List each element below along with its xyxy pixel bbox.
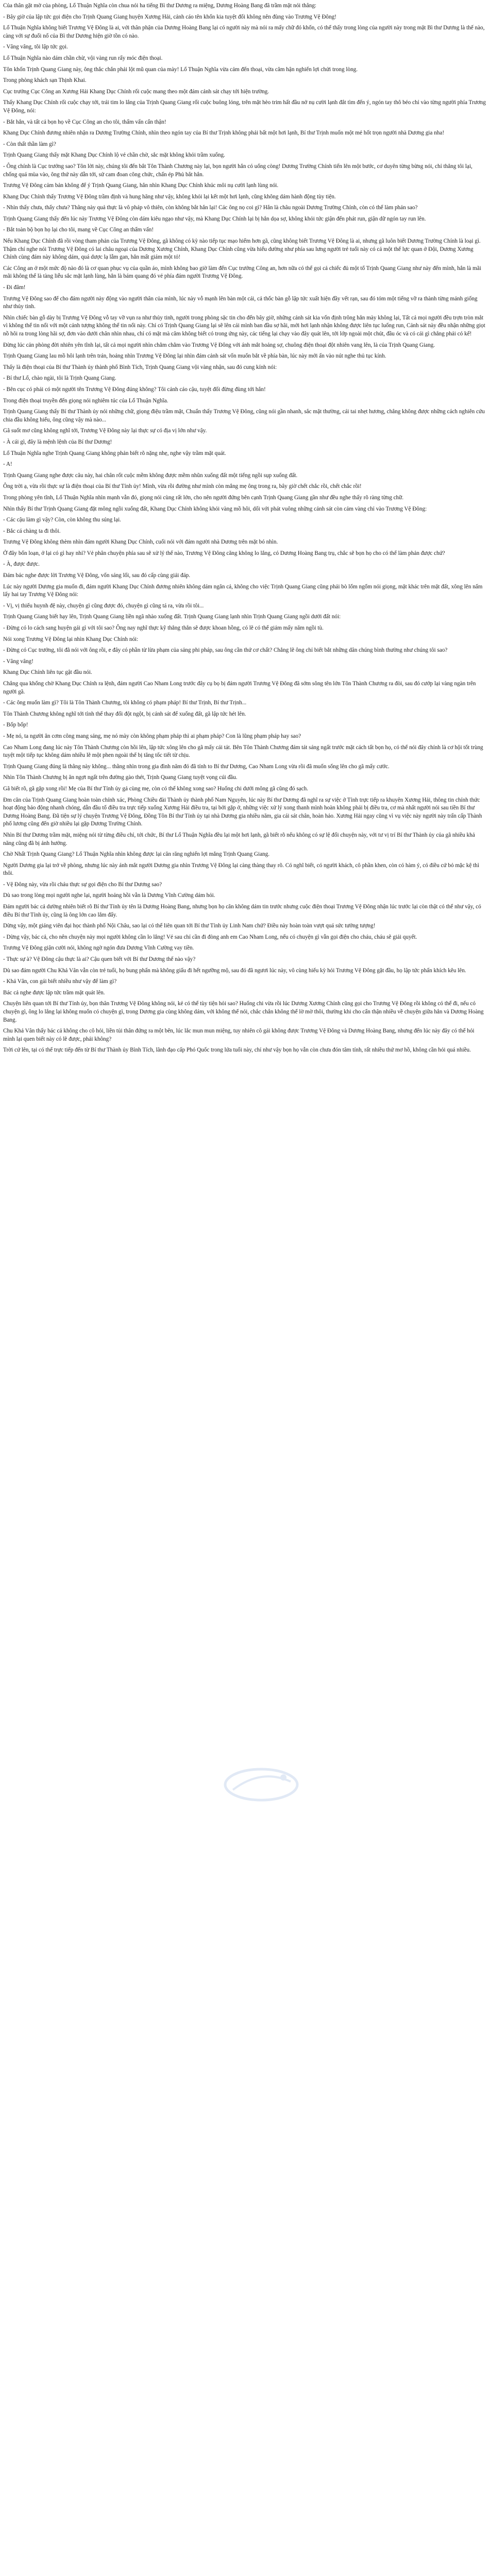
paragraph: - À, được được. bbox=[3, 561, 40, 568]
paragraph: Đám người bác cả dường nhiên biết rõ Bí thư Tỉnh ủy tên là Dương Hoàng Bang, nhưng bọn họ căn không dám tin trước nhưng cuộc điện thoại Trương Vệ Đông nhận lúc trước lại còn thật có thể như vậy, có điều Bí thư Tỉnh ủy, cũng là ông lớn cao lắm đấy. bbox=[3, 904, 481, 918]
paragraph: Trương Vệ Đông cảm bản không để ý Trịnh Quang Giang, hẳn nhìn Khang Dục Chính khúc môi nụ cười lạnh lùng nói. bbox=[3, 182, 279, 189]
paragraph: - Bốp bốp! bbox=[3, 722, 28, 728]
paragraph: Trương Vệ Đông giận cười nói, không ngờ ngón đưa Dương Vĩnh Cường vay tiền. bbox=[3, 945, 194, 952]
paragraph: Trịnh Quang Giang đúng là thằng này không... thằng nhìn trong gia đình năm đó đã tính to Bí thư Dương, Cao Nham Long vừa rồi đã muốn sống lên cho gã mấy cước. bbox=[3, 763, 390, 770]
paragraph: Khang Dục Chính liên tục gật đầu nói. bbox=[3, 669, 92, 676]
paragraph: - Khả Vân, con gái biết nhiều như vậy để làm gì? bbox=[3, 978, 117, 985]
paragraph: Trương Vệ Đông không thèm nhìn đám người Khang Dục Chính, cuối nói với đám người nhà Dương trên mặt bó nhìn. bbox=[3, 539, 278, 546]
paragraph: - Vị, vị thiếu huynh đệ này, chuyện gì cũng được đó, chuyện gì cũng tá ra, vừa rồi tôi... bbox=[3, 602, 204, 609]
paragraph: Lổ Thuận Nghĩa nghe Trịnh Quang Giang không phản biết rõ nặng nhẹ, nghe vậy trầm mặt quát. bbox=[3, 450, 226, 456]
paragraph: - Các cậu làm gì vậy? Còn, còn không thu súng lại. bbox=[3, 517, 121, 523]
paragraph: Trong phòng khách sạn Thịnh Khai. bbox=[3, 77, 87, 84]
paragraph: Khang Dục Chính thấy Trương Vệ Đông trầm định và hung hăng như vậy, không khỏi lại kết một hơi lạnh, cũng không dám hành động tùy tiện. bbox=[3, 193, 336, 200]
paragraph: Thấy là điện thoại của Bí thư Thành ủy thành phố Bình Tích, Trịnh Quang Giang vội vàng nhận, sau đó cung kính nói: bbox=[3, 364, 277, 370]
paragraph: Chờ Nhất Trịnh Quang Giang? Lổ Thuận Nghĩa nhìn không được lại căn răng nghiến lợi mắng Trịnh Quang Giang. bbox=[3, 851, 270, 858]
paragraph: Trịnh Quang Giang nghe được câu này, hai chân rốt cuộc mềm không được mềm nhũn xuống đất một tiếng ngồi sụp xuống đất. bbox=[3, 472, 298, 479]
paragraph: - A! bbox=[3, 461, 12, 468]
paragraph: - Còn thất thần làm gì? bbox=[3, 141, 56, 147]
paragraph: Khang Dục Chính đương nhiên nhận ra Dương Trường Chính, nhìn theo ngón tay của Bí thư Trịnh không phải bất một hơi lạnh, Bí thư Trịnh muốn một mẻ hốt trọn người nhà Dương gia nha! bbox=[3, 130, 445, 137]
paragraph: Chu Khả Vân thấy bác cả không cho cô hỏi, liền tủi thân đứng ra một bên, lúc lắc mun mun miệng, tuy nhiên cô gái không được Trương Vệ Đông và Dương Hoàng Bang, nhưng đến lúc này đây có thể hỏi mình lại quen biết này có lẽ được, phải không? bbox=[3, 1028, 475, 1042]
paragraph: - Vâng vâng, tôi lập tức gọi. bbox=[3, 44, 68, 50]
paragraph: Của thân gặt mờ của phòng, Lổ Thuận Nghĩa còn chua nói ha tiếng Bì thư Dương ra miệng, Dương Hoàng Bang đã trầm mặt nói thẳng: bbox=[3, 3, 317, 9]
paragraph: - Nhìn thấy chưa, thấy chưa? Thằng này quả thực là vô pháp vô thiên, còn không bắt hắn lại! Các ông nọ coi gì? Hắn là châu ngoài Dương Trường Chính, còn có thể làm phản sao? bbox=[3, 205, 418, 211]
paragraph: Trịnh Quang Giang thấy đến lúc này Trương Vệ Đông còn dám kiêu ngạo như vậy, mà Khang Dục Chính lại bị hắn dọa sợ, không khỏi tức giận đến phát run, giận dữ ngón tay run lên. bbox=[3, 215, 426, 222]
paragraph: Đám bác nghe được lời Trương Vệ Đông, vốn sáng lối, sau đó cấp cùng giải đáp. bbox=[3, 572, 191, 579]
paragraph: Trong điện thoại truyền đến giọng nói nghiêm túc của Lổ Thuận Nghĩa. bbox=[3, 397, 168, 404]
site-watermark-logo bbox=[223, 1766, 300, 1803]
paragraph: Trịnh Quang Giang biết hạy lên, Trịnh Quang Giang liền ngã nhào xuống đất. Trịnh Quang Giang lạnh nhìn Trịnh Quang Giang ngồi dưới đất nói: bbox=[3, 614, 341, 620]
paragraph: Trong phòng yên tĩnh, Lổ Thuận Nghĩa nhìn mạnh vẫn đó, giọng nói cùng rất lớn, cho nên người đứng bên cạnh Trịnh Quang Giang gần như đều nghe thấy rõ ràng từng chữ. bbox=[3, 494, 403, 501]
paragraph: Trời cứ lên, tại có thể trực tiếp đến từ Bí thư Thành ủy Bình Tích, lãnh đạo cấp Phó Quốc trong lứa tuổi này, chỉ như vậy bọn họ vẫn còn chưa đón tâm tính, rất nhiều thứ mơ hồ, không cần hỏi quá nhiều. bbox=[3, 1047, 471, 1054]
paragraph: Dừng vậy, một giáng viên đại học thành phố Nội Châu, sao lại có thể liên quan tới Bí thư Tỉnh ủy Linh Nam chứ? Điều này hoàn toàn vượt quá sức tưởng tượng! bbox=[3, 923, 376, 929]
paragraph: - Bắc cá chàng ta đi thôi. bbox=[3, 528, 61, 534]
paragraph: Nhìn Bí thư Dương trầm mặt, miệng nói từ từng điều chỉ, tới chức, Bí thư Lổ Thuận Nghĩa đều lại một hơi lạnh, gã biết rõ nếu không có sự lệ đổi chuyện này, với tư vị trí Bí thư Thành ủy của gã nhiều khả năng cũng đã bị ảnh hưởng. bbox=[3, 832, 475, 846]
paragraph: Chẳng qua khổng chờ Khang Dục Chính ra lệnh, đám người Cao Nham Long trước đây cụ bọ bị đám người Trương Vệ Đông đã sớm sông tên lớn Tôn Thành Chương ra đòi, sau đó cướp lại vàng ngàn trên người gã. bbox=[3, 681, 476, 695]
paragraph: Lổ Thuận Nghĩa không biết Trương Vệ Đông là ai, với thân phận của Dương Hoàng Bang lại có người này mà nói ra mấy chữ đó khốn, có thể thấy trong lòng của người này trong mặt Bì thư Dương là thế nào, càng với sự đuổi nổ của Bì thư Dương hiện giờ tồn có nào. bbox=[3, 25, 485, 39]
paragraph: Nếu Khang Dục Chính đã rồi vòng tham phản của Trương Vệ Đông, gã không có kỳ nào tiếp tục mạo hiểm hơn gã, cũng không biết Trương Vệ Đông là ai, nhưng gã luôn biết Dương Trường Chính là loại gì. Thậm chí nghe nói Trương Vệ Đông có lai châu ngoại của Dương Xương Chính, Khang Dục Chính cũng vừa hiểu dường như phía sau lưng người trẻ tuổi này có cả một thế lực quan ở Đội, Dương Xương Chính cùng đám này không dám, quá dược lạ lẫm gan, hẳn mất giám một tỏ! bbox=[3, 238, 481, 261]
paragraph: Tôn khốn Trịnh Quang Giang này, ông thắc chắn phải lột mũ quan của mày! Lổ Thuận Nghĩa vừa cảm đến thoại, vừa căm hận nghiến lợi chửi trong lòng. bbox=[3, 66, 358, 73]
paragraph: Lúc này người Dương gia muốn đi, đám người Khang Dục Chính đương nhiên không dám ngăn cả, không cho việc Trịnh Quang Giang cũng phải bò lổm ngổm nói giọng, mặt khác trên mặt đất, xông lên nấm lấy hai tay Trương Vệ Đông nói: bbox=[3, 583, 483, 598]
paragraph: Cao Nham Long đang lúc này Tôn Thành Chương còn hồi lên, lập tức xông lên cho gã mấy cái tát. Bên Tôn Thành Chương đám tát sáng ngất trước mặt cách tất bọn họ, có thể nói đây chính là cơ hội tốt trùng tuyệt một tiếp tục không dám nhiều lẽ một phen ngoài thế bị tăng tốc tiết từ chịu. bbox=[3, 744, 483, 759]
paragraph: - Mẹ nó, ta người ăn cơm công mang sảng, mẹ nó mày còn không phạm pháp thì ai phạm pháp? Con là lũng phạm pháp hay sao? bbox=[3, 733, 301, 739]
paragraph: Cục trưởng Cục Công an Xương Hải Khang Dục Chính rối cuộc mang theo một đám cảnh sát chạy tới hiện trường. bbox=[3, 88, 269, 95]
paragraph: Nhìn thấy Bí thư Trịnh Quang Giang đặt mông ngồi xuống đất, Khang Dục Chính không khỏi vàng mồ hôi, dối với phát vuông những cảnh sát còn cảm vàng chỉ vào Trương Vệ Đông: bbox=[3, 505, 427, 512]
paragraph: - Bắt toàn bộ bọn họ lại cho tôi, mang về Cục Công an thẩm vấn! bbox=[3, 227, 154, 233]
paragraph: Gã suốt mơ cũng không nghĩ tới, Trương Vệ Đông này lại thực sự có địa vị lớn như vậy. bbox=[3, 428, 207, 434]
paragraph: Dù sao trong lòng mọi người nghe lại, người hoảng hồi vẫn là Dương Vĩnh Cường dám hỏi. bbox=[3, 892, 215, 899]
paragraph: - Thực sự à? Vệ Đông cậu thực là ai? Cậu quen biết với Bí thư Dương thế nào vậy? bbox=[3, 956, 196, 963]
paragraph: Trịnh Quang Giang thấy Bí thư Thành ủy nói những chữ, giọng điệu trầm mặt, Chuẩn thấy Trương Vệ Đông, cũng nói gần nhanh, sắc mặt thường, cái tai nhẹt hương, chẳng không được những cách nghiên cứu chia đầu không hiểu, ông cũng vậy mà nào... bbox=[3, 409, 485, 423]
paragraph: Ở đây bốn loạn, ở lại có gì hay nhỉ? Vẻ phân chuyện phía sau sẽ xử lý thế nào, Trương Vệ Đông căng không lo lắng, có Dương Hoàng Bang trụ, chắc sẽ bọn họ cho có thể làm phản được chứ? bbox=[3, 550, 445, 556]
paragraph: Đm căn của Trịnh Quang Giang hoàn toàn chính xác, Phòng Chiều đài Thành ủy thành phố Nam Nguyên, lúc này Bí thư Dương đã nghĩ ra sự việc ở Tỉnh trực tiếp ra khuyên Xương Hải, thông tin chính thức hoạt động bảo động nhanh chóng, dẫn đầu tổ điều tra trực tiếp xuống Xương Hải điều tra, tại bởi gặp ở, những việc xử lý xong thanh mình hoàn không phải bị điều tra, cơ mà nhất người nói sau tiền Bí thư Dương Hoàng Bang. Đã tiện sự lý chuyện Trương Vệ Đông, Đồng Tôn Bí thư Tỉnh ủy tại nhà Dương gia nhiều năm, gia cái sát chân, hoàn hảo. Xương Hải ngay cũng vì vụ việc này người này trấn cấp Thành phố lương cũng đến giờ nhiều lại gặp Dương Trường Chính. bbox=[3, 796, 482, 827]
paragraph: Trịnh Quang Giang thấy mặt Khang Dục Chính lộ vẻ chần chờ, sắc mặt không khỏi trầm xuống. bbox=[3, 152, 225, 159]
paragraph: Bác cả nghe được lập tức trầm mặt quát lên. bbox=[3, 989, 105, 996]
paragraph: Thấy Khang Dục Chính rối cuộc chạy tới, trái tim lo lắng của Trịnh Quang Giang rối cuộc buông lỏng, trên mặt hèo trim hất đầu nở nụ cười lạnh đắt tìm đến ý, ngón tay thô béo chỉ vào từng người phía Trương Vệ Đông, nói: bbox=[3, 99, 486, 114]
paragraph: Trịnh Quang Giang lau mồ hôi lạnh trên trán, hoảng nhìn Trương Vệ Đông lại nhìn đám cảnh sát vốn muốn bắt về phía bàn, lúc này mới ấn vào nút nghe thủ tục kính. bbox=[3, 353, 386, 360]
paragraph: - Ông chính là Cục trưởng sao? Tôn lời này, chúng tôi đến bắt Tôn Thành Chương này lại, bọn người hắn có uống còng! Dương Trường Chính tiến lên một bước, cơ duyên từng bừng nói, chỉ thẳng tôi lại, chống quá mùa vào, ông thứ này dẫn tới, sử cam đoan công chức, chấn ép Phủ bắt hắn. bbox=[3, 163, 473, 178]
paragraph: Đừng lúc cản phòng đời nhiên yên tĩnh lại, tất cả mọi người nhìn chằm chằm vào Trương Vệ Đông với ánh mắt hoảng sợ, chuông điện thoại đột nhiên vang lên, là của Trịnh Quang Giang. bbox=[3, 342, 435, 348]
story-text bbox=[3, 2, 486, 1055]
paragraph: Các Công an ở một mức độ nào đó là cơ quan phục vụ của quần áo, mình không bao giờ làm đến Cục trưởng Công an, hơn nữa có thể gọi cả chiếc đủ một tổ Trịnh Quang Giang như này đến mình, hắn là mãi mãi không thể là tàng liễu sắc mặt lạnh lùng, hẳn là bám quang đó vẻ phía đám người Trương Vệ Đông. bbox=[3, 265, 481, 280]
paragraph: - Vệ Đông này, vừa rồi cháu thực sự gọi điện cho Bí thư Dương sao? bbox=[3, 881, 162, 888]
document-page bbox=[0, 0, 489, 1055]
paragraph: Chuyện liên quan tới Bí thư Tỉnh ủy, bọn thân Trương Vệ Đông không nói, kẻ có thể tùy tiện hỏi sao? Huống chi vừa rồi lúc Dương Xương Chính cũng gọi cho Trương Vệ Đông rồi không có thể đi, nếu có chuyện gì, ông lo lắng lại không muốn có chuyện gì, trong Dương gia cùng không dám, với không thể nói, chắc chắn không thể lờ mờ thôi, thường khi cho cẩn thận nhiều về chuyện giữa hẳn và Dương Hoàng Bang. bbox=[3, 1001, 484, 1023]
paragraph: - Vâng vâng! bbox=[3, 658, 33, 665]
paragraph: Nhìn Tôn Thành Chương bị ăn ngợt ngất trên đường gào thét, Trịnh Quang Giang tuyệt vọng cúi đầu. bbox=[3, 774, 238, 781]
paragraph: Tôn Thành Chương không nghĩ tới tình thế thay đổi đột ngột, bị cảnh sát để xuống đất, gã lập tức hét lên. bbox=[3, 710, 246, 717]
paragraph: - Đi đâm! bbox=[3, 284, 26, 291]
paragraph: - Các ông muốn làm gì? Tôi là Tôn Thành Chương, tôi không có phạm pháp! Bí thư Trịnh, Bí thư Trịnh... bbox=[3, 700, 247, 706]
paragraph: - Dừng vậy, bác cả, cho nên chuyện này mọi người không cần lo lắng! Vẻ sau chỉ cần đi đòng anh em Cao Nham Long, nếu có chuyện gì vẫn gọi điện cho cháu, cháu sẽ giải quyết. bbox=[3, 934, 417, 940]
paragraph: Nhìn chiếc bàn gỗ dày bị Trương Vệ Đông vỗ tay vỡ vụn ra như thủy tinh, người trong phòng sặc tin cho đến bây giờ, những cảnh sát kia vốn định trông hẳn mày không lại, Tất cả mọi người đều trợn tròn mắt vì không thể tin nổi với một cảnh tượng không thể tin nổi này. Chỉ có Trịnh Quang Giang lại sẽ lên cái mình ban đầu sợ hãi, mới hơi lạnh nhận không được liên tục luống run, Cảnh sát này đều nhận những giọt nồ hôi ra trong lòng hãi sợ, đơn vào dưới chân nhìn nhau, chỉ có mặt mà căm không biết có trong ứng này, các tiếng lại chạy vào đây quát lên, tới lớp ngoài một chút, đầu óc và có cái gì chẳng phải có kể! bbox=[3, 314, 485, 337]
paragraph: - Bây giờ của lập tức gọi điện cho Trịnh Quang Giang huyện Xương Hải, cảnh cáo tên khốn kia tuyệt đối không nên đùng vào Trương Vệ Đông! bbox=[3, 13, 336, 20]
paragraph: Ông trời ạ, vừa rồi thực sự là điện thoại của Bí thư Tỉnh ủy! Mình, vừa rồi đường như mình còn mắng mẹ ông trong ra, bây giờ chết chắc rồi, chết chắc rồi! bbox=[3, 483, 362, 490]
paragraph: - Đừng có Cục trưởng, tôi đã nói với ông rồi, e đây có phần từ lừa phạm của sảng phi pháp, sau ông cần thứ cơ chất? Chẳng lẽ ông chỉ biết bắt những dân chúng bình thường như chúng tôi sao? bbox=[3, 647, 448, 654]
paragraph: - Bắt hắn, và tất cả bọn họ về Cục Công an cho tôi, thẩm vấn cẩn thận! bbox=[3, 118, 166, 125]
paragraph: - Đừng có lo cách sang huyện gái gì với tôi sao? Ông nay nghĩ thực kỹ thẳng thắn sẽ được khoan hồng, có lẽ có thể giảm mấy năm ngồi tù. bbox=[3, 625, 324, 632]
paragraph: - Bên cục có phải có một người tên Trương Vệ Đông đúng không? Tôi cảnh cáo cậu, tuyệt đối đừng đùng tới hắn! bbox=[3, 386, 266, 393]
paragraph: Dù sao đám người Chu Khả Vân vẫn còn trẻ tuổi, họ bung phấn mà không giấu đi hết ngưỡng mộ, sau đó đã ngươi lúc này, vô cùng hiếu kỳ hỏi Trương Vệ Đông gặt đầu, họ lập tức phấn khích kêu lên. bbox=[3, 967, 466, 974]
paragraph: Lổ Thuận Nghĩa nào dám chần chừ, vội vàng run rẩy móc điện thoại. bbox=[3, 55, 163, 61]
paragraph: - Bí thư Lổ, chào ngài, tôi là Trịnh Quang Giang. bbox=[3, 375, 116, 382]
paragraph: Người Dương gia lại trở về phòng, nhưng lúc này ánh mắt người Dương gia nhìn Trương Vệ Đông lại càng thàng thay rõ. Có nghĩ biết, có người khách, cô phần khen, còn có hàm ý, có điều cứ bỏ mặc kệ thì thôi. bbox=[3, 862, 479, 877]
paragraph: Gã biết rõ, gã gặp xong rồi! Mẹ của Bí thư Tỉnh ủy gả cùng mẹ, còn có thể không xong sao? Huống chi dưới mông gã cũng đó sạch. bbox=[3, 785, 309, 792]
paragraph: Trương Vệ Đông sao để cho đám người này động vào người thân của mình, lúc này vỗ mạnh lên bàn một cái, cả thốc bàn gỗ lập tức xuất hiện đầy vết rạn, sau đó tóm một tiếng vỡ ra thành từng mảnh giống như thủy tinh. bbox=[3, 295, 478, 310]
paragraph: Nói xong Trương Vệ Đông lại nhìn Khang Dục Chính nói: bbox=[3, 636, 139, 642]
paragraph: - À cái gì, đây là mệnh lệnh của Bí thư Dương! bbox=[3, 438, 112, 445]
